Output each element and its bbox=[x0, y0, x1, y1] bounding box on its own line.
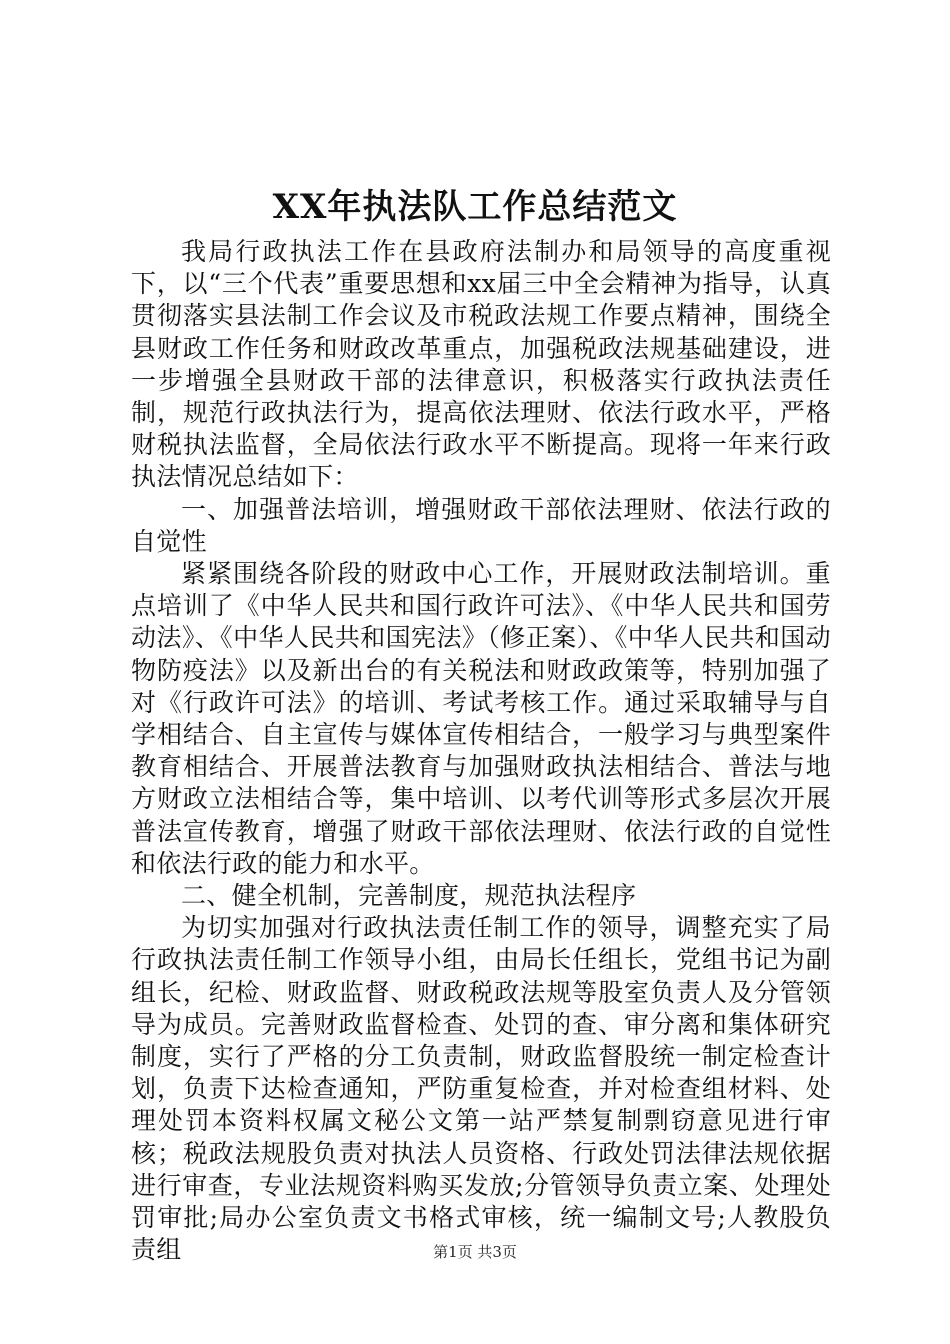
section-1-paragraph: 紧紧围绕各阶段的财政中心工作，开展财政法制培训。重点培训了《中华人民共和国行政许可法》、《中华人民共和国劳动法》、《中华人民共和国宪法》（修正案）、《中华人民共和国动物防疫法》以及新出台的有关税法和财政政策等，特别加强了对《行政许可法》的培训、考试考核工作。通过采取辅导与自学相结合、自主宣传与媒体宣传相结合，一般学习与典型案件教育相结合、开展普法教育与加强财政执法相结合、普法与地方财政立法相结合等，集中培训、以考代训等形式多层次开展普法宣传教育，增强了财政干部依法理财、依法行政的自觉性和依法行政的能力和水平。 bbox=[131, 559, 831, 878]
intro-paragraph: 我局行政执法工作在县政府法制办和局领导的高度重视下，以“三个代表”重要思想和xx届三中全会精神为指导，认真贯彻落实县法制工作会议及市税政法规工作要点精神，围绕全县财政工作任务和财政改革重点，加强税政法规基础建设，进一步增强全县财政干部的法律意识，积极落实行政执法责任制，规范行政执法行为，提高依法理财、依法行政水平，严格财税执法监督，全局依法行政水平不断提高。现将一年来行政执法情况总结如下： bbox=[131, 237, 831, 492]
section-heading-1: 一、加强普法培训，增强财政干部依法理财、依法行政的自觉性 bbox=[131, 494, 831, 556]
page-title: XX年执法队工作总结范文 bbox=[272, 187, 678, 227]
document-body bbox=[131, 236, 831, 1267]
page-number-footer: 第1页 共3页 bbox=[433, 1243, 517, 1261]
section-heading-2: 二、健全机制，完善制度，规范执法程序 bbox=[181, 881, 637, 911]
section-2-paragraph: 为切实加强对行政执法责任制工作的领导，调整充实了局行政执法责任制工作领导小组，由局长任组长，党组书记为副组长，纪检、财政监督、财政税政法规等股室负责人及分管领导为成员。完善财政监督检查、处罚的查、审分离和集体研究制度，实行了严格的分工负责制，财政监督股统一制定检查计划，负责下达检查通知，严防重复检查，并对检查组材料、处理处罚本资料权属文秘公文第一站严禁复制剽窃意见进行审核；税政法规股负责对执法人员资格、行政处罚法律法规依据进行审查，专业法规资料购买发放;分管领导负责立案、处理处罚审批;局办公室负责文书格式审核，统一编制文号;人教股负责组 bbox=[131, 913, 831, 1265]
